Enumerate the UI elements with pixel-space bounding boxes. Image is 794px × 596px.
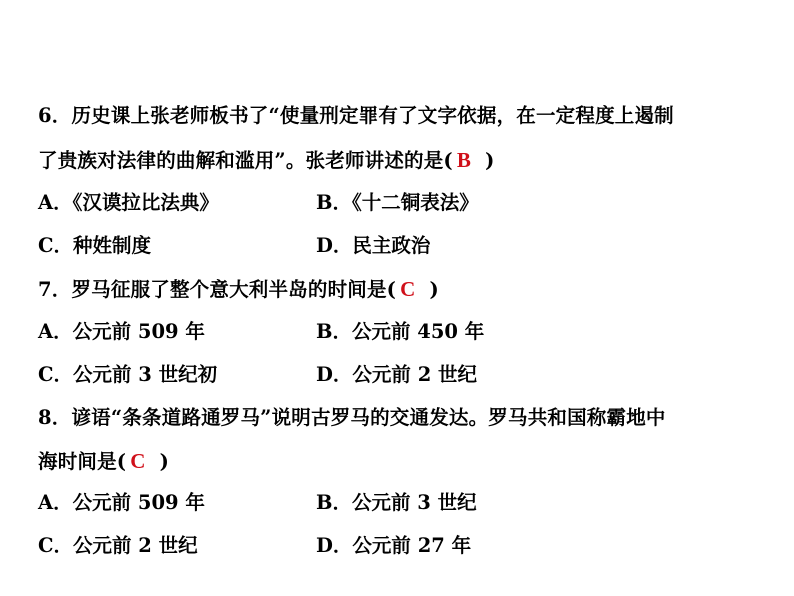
q6-option-a: A．《汉谟拉比法典》 xyxy=(38,191,219,214)
q6-stem-line1: 6．历史课上张老师板书了“使量刑定罪有了文字依据，在一定程度上遏制 xyxy=(38,104,674,127)
q6-option-d: D．民主政治 xyxy=(316,234,431,257)
q7-answer: C xyxy=(400,277,416,301)
q6-paren-close: ) xyxy=(485,149,495,172)
q8-stem-line2 xyxy=(38,448,169,475)
q8-option-d: D．公元前 27 年 xyxy=(316,534,472,557)
q7-paren-close: ) xyxy=(429,278,439,301)
q7-option-c: C．公元前 3 世纪初 xyxy=(38,363,218,386)
q6-answer: B xyxy=(456,148,472,172)
q8-option-a: A．公元前 509 年 xyxy=(38,491,205,514)
q8-answer: C xyxy=(130,449,146,473)
q7-stem-line1 xyxy=(38,276,439,303)
q8-option-b: B．公元前 3 世纪 xyxy=(316,491,477,514)
q8-stem-text: 海时间是( xyxy=(38,450,127,473)
q6-stem-text: 了贵族对法律的曲解和滥用”。张老师讲述的是( xyxy=(38,149,453,172)
q8-stem-line1: 8．谚语“条条道路通罗马”说明古罗马的交通发达。罗马共和国称霸地中 xyxy=(38,406,666,429)
q6-stem-line2 xyxy=(38,147,495,174)
q7-option-d: D．公元前 2 世纪 xyxy=(316,363,478,386)
q8-paren-close: ) xyxy=(159,450,170,473)
q7-stem-text: 7．罗马征服了整个意大利半岛的时间是( xyxy=(38,278,397,301)
q6-option-b: B．《十二铜表法》 xyxy=(316,191,479,214)
q7-option-b: B．公元前 450 年 xyxy=(316,320,485,343)
q7-option-a: A．公元前 509 年 xyxy=(38,320,205,343)
q6-option-c: C．种姓制度 xyxy=(38,234,152,257)
q8-option-c: C．公元前 2 世纪 xyxy=(38,534,198,557)
